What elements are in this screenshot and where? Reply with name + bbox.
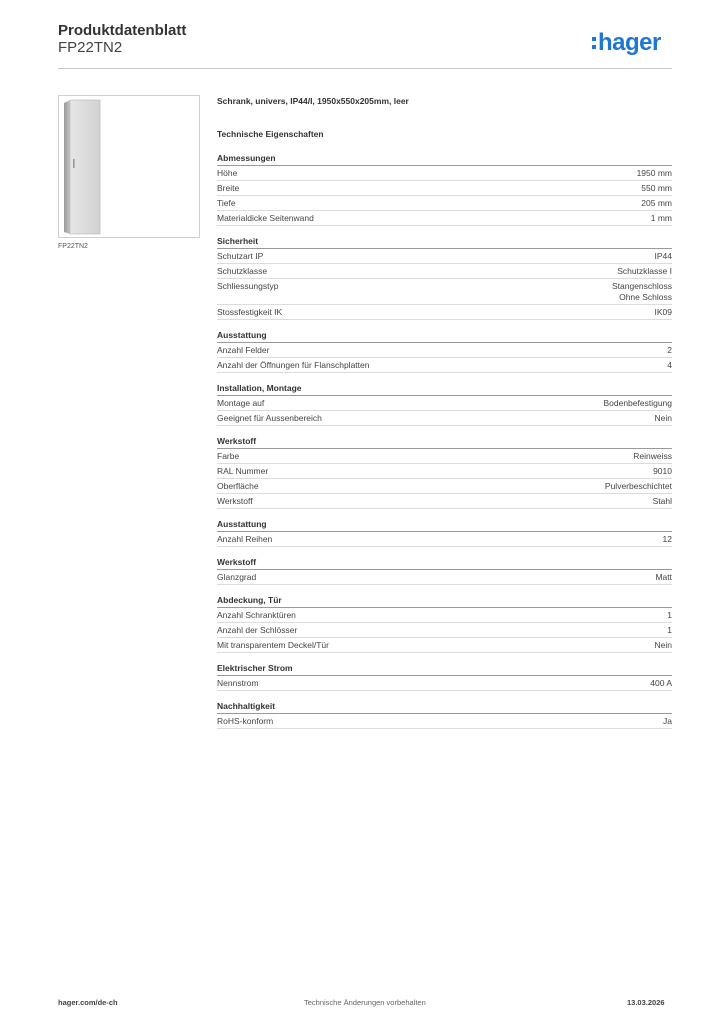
spec-section <box>217 595 672 653</box>
logo-dots-icon <box>592 37 596 49</box>
spec-label: Farbe <box>217 451 240 461</box>
section-title: Abmessungen <box>217 153 672 166</box>
section-title: Abdeckung, Tür <box>217 595 672 608</box>
spec-value <box>617 266 672 277</box>
spec-value-line: Ja <box>663 716 672 726</box>
spec-value-line: 12 <box>662 534 672 544</box>
section-title: Werkstoff <box>217 436 672 449</box>
spec-label: Montage auf <box>217 398 265 408</box>
spec-label: Werkstoff <box>217 496 253 506</box>
product-code: FP22TN2 <box>58 39 123 56</box>
spec-row <box>217 494 672 509</box>
spec-label: Höhe <box>217 168 238 178</box>
spec-label: Anzahl Reihen <box>217 534 273 544</box>
spec-section <box>217 557 672 585</box>
spec-value <box>655 413 672 424</box>
footer-date: 13.03.2026 <box>627 998 665 1007</box>
section-title: Ausstattung <box>217 330 672 343</box>
spec-value <box>605 481 672 492</box>
spec-value-line: Pulverbeschichtet <box>604 481 672 491</box>
spec-value <box>667 625 672 636</box>
footer-website[interactable]: hager.com/de-ch <box>58 998 118 1007</box>
spec-value <box>663 534 672 545</box>
spec-value-line: Schutzklasse I <box>617 266 672 276</box>
spec-sections <box>217 153 672 729</box>
spec-value <box>641 183 672 194</box>
spec-row <box>217 166 672 181</box>
spec-value-line: 550 mm <box>641 183 672 193</box>
spec-value <box>653 466 672 477</box>
section-title: Werkstoff <box>217 557 672 570</box>
spec-value-line: Nein <box>654 413 672 423</box>
spec-section <box>217 153 672 226</box>
footer-notice: Technische Änderungen vorbehalten <box>304 998 426 1007</box>
spec-section <box>217 663 672 691</box>
cabinet-image <box>62 99 102 235</box>
spec-row <box>217 358 672 373</box>
spec-row <box>217 714 672 729</box>
page-title: Produktdatenblatt <box>58 22 187 39</box>
spec-row <box>217 305 672 320</box>
spec-section <box>217 701 672 729</box>
spec-label: Mit transparentem Deckel/Tür <box>217 640 329 650</box>
spec-row <box>217 196 672 211</box>
spec-row <box>217 211 672 226</box>
spec-value-line: 2 <box>667 345 672 355</box>
spec-label: Materialdicke Seitenwand <box>217 213 314 223</box>
spec-label: Stossfestigkeit IK <box>217 307 283 317</box>
spec-value-line: Nein <box>654 640 672 650</box>
spec-row <box>217 464 672 479</box>
spec-value-line: Bodenbefestigung <box>603 398 672 408</box>
spec-row <box>217 181 672 196</box>
spec-value <box>633 451 672 462</box>
spec-value-line: 1 mm <box>650 213 672 223</box>
image-caption: FP22TN2 <box>58 243 88 250</box>
spec-value-line: IP44 <box>654 251 672 261</box>
spec-label: Anzahl der Öffnungen für Flanschplatten <box>217 360 370 370</box>
spec-value <box>655 640 672 651</box>
spec-value <box>641 198 672 209</box>
spec-value <box>667 610 672 621</box>
spec-content <box>217 96 672 729</box>
spec-row <box>217 396 672 411</box>
spec-value-line: Reinweiss <box>633 451 672 461</box>
spec-section <box>217 519 672 547</box>
spec-row <box>217 570 672 585</box>
spec-label: Tiefe <box>217 198 236 208</box>
spec-label: RoHS-konform <box>217 716 274 726</box>
spec-value <box>667 345 672 356</box>
spec-value <box>667 360 672 371</box>
spec-row <box>217 249 672 264</box>
spec-row <box>217 279 672 305</box>
section-title: Elektrischer Strom <box>217 663 672 676</box>
spec-value-line: 9010 <box>653 466 672 476</box>
spec-label: Geeignet für Aussenbereich <box>217 413 322 423</box>
spec-value-line: 205 mm <box>641 198 672 208</box>
spec-label: Schutzart IP <box>217 251 264 261</box>
spec-value-line: Matt <box>655 572 672 582</box>
spec-row <box>217 343 672 358</box>
spec-value-line: 1 <box>667 625 672 635</box>
spec-value-line: Ohne Schloss <box>619 292 672 302</box>
spec-row <box>217 608 672 623</box>
tech-heading: Technische Eigenschaften <box>217 129 324 139</box>
spec-label: Anzahl der Schlösser <box>217 625 298 635</box>
spec-row <box>217 638 672 653</box>
spec-row <box>217 623 672 638</box>
spec-row <box>217 532 672 547</box>
spec-value <box>612 281 672 303</box>
section-title: Installation, Montage <box>217 383 672 396</box>
spec-label: RAL Nummer <box>217 466 269 476</box>
spec-value-line: 1950 mm <box>636 168 672 178</box>
spec-section <box>217 383 672 426</box>
spec-row <box>217 449 672 464</box>
header-divider <box>58 68 672 69</box>
spec-row <box>217 264 672 279</box>
logo-wordmark: hager <box>598 29 661 56</box>
spec-section <box>217 236 672 320</box>
spec-label: Oberfläche <box>217 481 259 491</box>
spec-section <box>217 330 672 373</box>
spec-label: Glanzgrad <box>217 572 257 582</box>
spec-value <box>651 213 672 224</box>
spec-value-line: Stangenschloss <box>611 281 672 291</box>
spec-value <box>663 716 672 727</box>
spec-section <box>217 436 672 509</box>
hager-logo <box>592 30 661 56</box>
spec-label: Anzahl Schranktüren <box>217 610 296 620</box>
spec-value <box>655 251 673 262</box>
spec-value <box>655 307 673 318</box>
spec-value <box>655 572 672 583</box>
spec-value <box>653 496 672 507</box>
spec-value-line: Stahl <box>652 496 672 506</box>
spec-value <box>650 678 672 689</box>
spec-label: Schutzklasse <box>217 266 268 276</box>
spec-row <box>217 479 672 494</box>
spec-value-line: IK09 <box>654 307 672 317</box>
spec-value-line: 1 <box>667 610 672 620</box>
section-title: Nachhaltigkeit <box>217 701 672 714</box>
section-title: Sicherheit <box>217 236 672 249</box>
spec-label: Breite <box>217 183 240 193</box>
section-title: Ausstattung <box>217 519 672 532</box>
spec-value <box>637 168 672 179</box>
spec-label: Anzahl Felder <box>217 345 270 355</box>
product-description: Schrank, univers, IP44/I, 1950x550x205mm, leer <box>217 96 409 106</box>
spec-value <box>603 398 672 409</box>
spec-label: Schliessungstyp <box>217 281 279 291</box>
spec-value-line: 400 A <box>650 678 672 688</box>
spec-value-line: 4 <box>667 360 672 370</box>
spec-row <box>217 676 672 691</box>
spec-row <box>217 411 672 426</box>
spec-label: Nennstrom <box>217 678 259 688</box>
